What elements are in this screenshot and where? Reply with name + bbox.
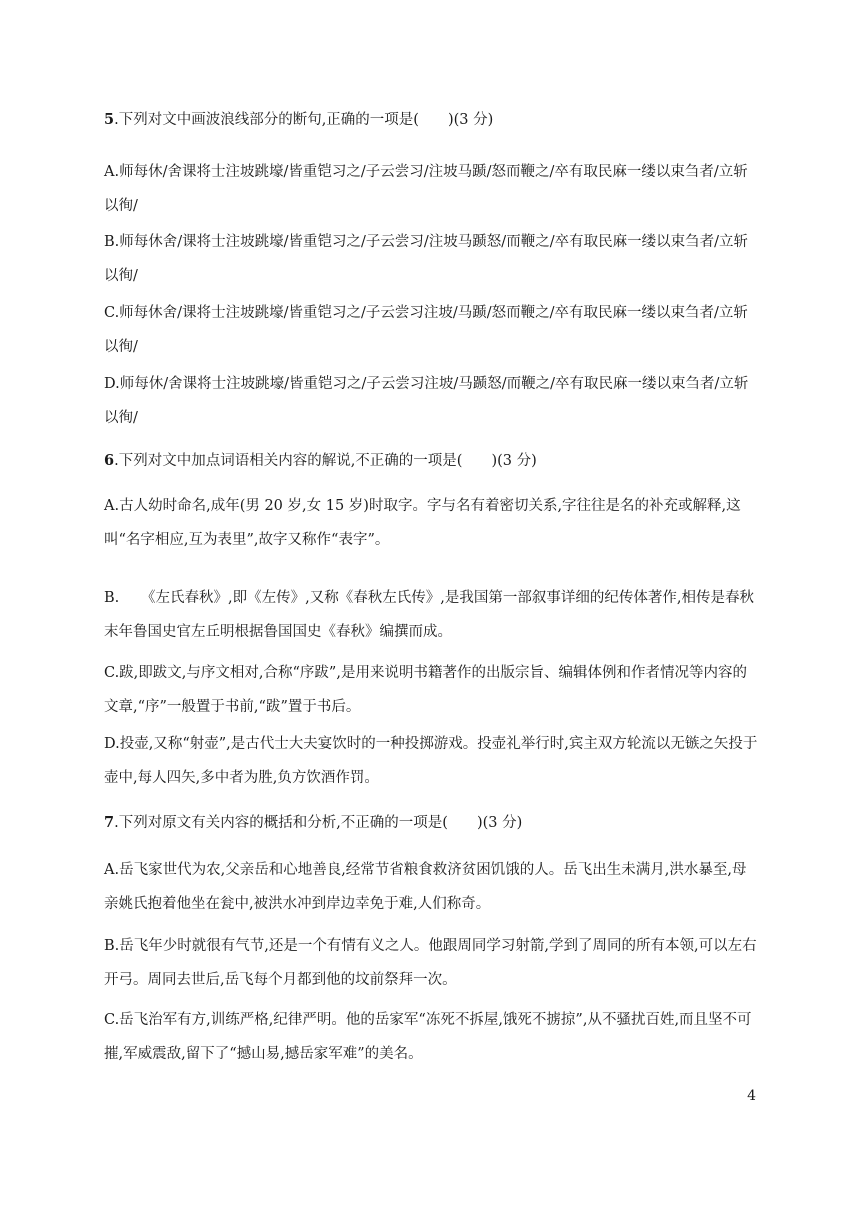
question-5-option-a: A.师每休/舍课将士注坡跳壕/皆重铠习之/子云尝习/注坡马踬/怒而鞭之/卒有取民麻一缕以束刍者/立斩以徇/ (104, 164, 748, 214)
question-6-stem: 6.下列对文中加点词语相关内容的解说,不正确的一项是( )(3 分) (104, 452, 537, 469)
page-number: 4 (747, 1088, 756, 1104)
question-number: 5 (104, 111, 115, 128)
question-7-option-c: C.岳飞治军有方,训练严格,纪律严明。他的岳家军“冻死不拆屋,饿死不掳掠”,从不骚扰百姓,而且坚不可摧,军威震敌,留下了“撼山易,撼岳家军难”的美名。 (104, 1012, 752, 1062)
question-6-option-b: B. 《左氏春秋》,即《左传》,又称《春秋左氏传》,是我国第一部叙事详细的纪传体著作,相传是春秋末年鲁国史官左丘明根据鲁国国史《春秋》编撰而成。 (104, 590, 754, 640)
question-6-option-a: A.古人幼时命名,成年(男 20 岁,女 15 岁)时取字。字与名有着密切关系,字往往是名的补充或解释,这叫“名字相应,互为表里”,故字又称作“表字”。 (104, 498, 741, 548)
question-7-option-b: B.岳飞年少时就很有气节,还是一个有情有义之人。他跟周同学习射箭,学到了周同的所有本领,可以左右开弓。周同去世后,岳飞每个月都到他的坟前祭拜一次。 (104, 938, 757, 988)
question-5-option-d: D.师每休/舍课将士注坡跳壕/皆重铠习之/子云尝习注坡/马踬怒/而鞭之/卒有取民麻一缕以束刍者/立斩以徇/ (104, 376, 749, 426)
question-7-stem: 7.下列对原文有关内容的概括和分析,不正确的一项是( )(3 分) (104, 814, 523, 831)
question-number: 7 (104, 814, 115, 831)
question-6-option-c: C.跋,即跋文,与序文相对,合称“序跋”,是用来说明书籍著作的出版宗旨、编辑体例和作者情况等内容的文章,“序”一般置于书前,“跋”置于书后。 (104, 665, 747, 715)
question-5-option-b: B.师每休舍/课将士注坡跳壕/皆重铠习之/子云尝习/注坡马踬怒/而鞭之/卒有取民麻一缕以束刍者/立斩以徇/ (104, 234, 748, 284)
question-6-option-d: D.投壶,又称“射壶”,是古代士大夫宴饮时的一种投掷游戏。投壶礼举行时,宾主双方轮流以无镞之矢投于壶中,每人四矢,多中者为胜,负方饮酒作罚。 (104, 736, 758, 786)
question-number: 6 (104, 452, 115, 469)
question-7-option-a: A.岳飞家世代为农,父亲岳和心地善良,经常节省粮食救济贫困饥饿的人。岳飞出生未满月,洪水暴至,母亲姚氏抱着他坐在瓮中,被洪水冲到岸边幸免于难,人们称奇。 (104, 862, 747, 912)
question-5-option-c: C.师每休舍/课将士注坡跳壕/皆重铠习之/子云尝习注坡/马踬/怒而鞭之/卒有取民麻一缕以束刍者/立斩以徇/ (104, 305, 748, 355)
question-5-stem: 5.下列对文中画波浪线部分的断句,正确的一项是( )(3 分) (104, 111, 494, 128)
